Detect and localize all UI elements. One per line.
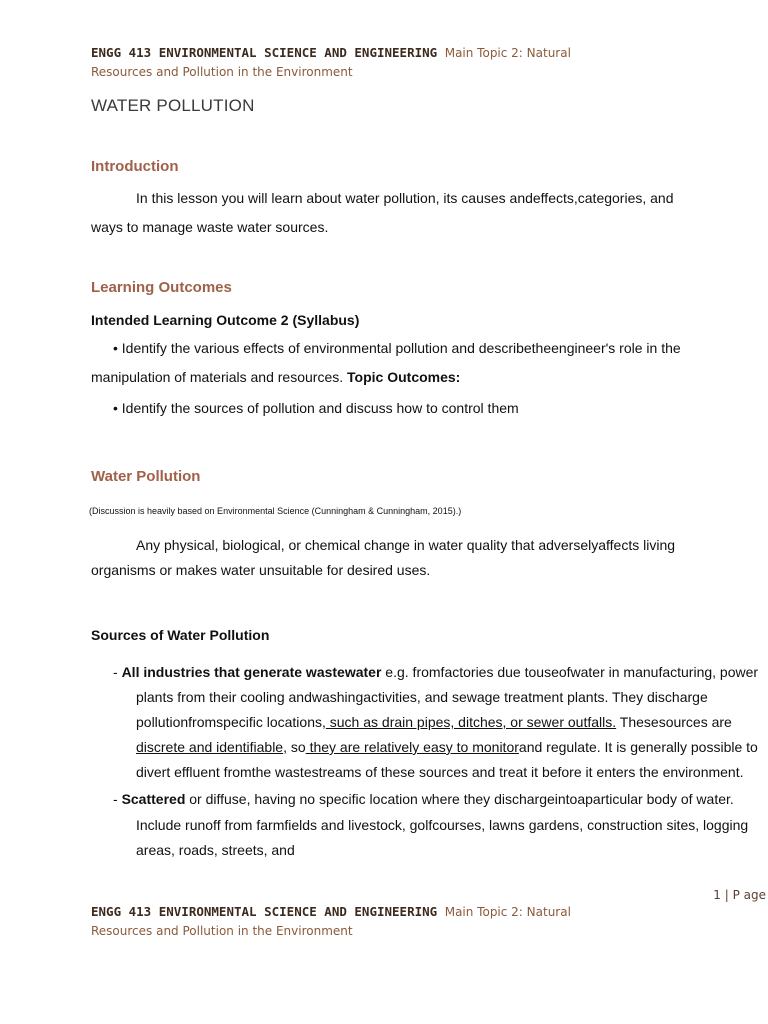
topic-outcome-bullet: • Identify the sources of pollution and discuss how to control them (113, 400, 519, 416)
source-item-point-bold: All industries that generate wastewater (121, 664, 382, 680)
learning-outcomes-heading: Learning Outcomes (91, 279, 232, 296)
ilo-bullet-1-cont: manipulation of materials and resources. Topic Outcomes: (91, 369, 461, 385)
ilo-bullet-1: • Identify the various effects of environmental pollution and describetheengineer's role in the (113, 340, 681, 356)
source-item-point: - All industries that generate wastewater e.g. fromfactories due touseofwater in manufacturing, power (113, 664, 759, 680)
header-topic: Main Topic 2: Natural (444, 46, 571, 60)
water-pollution-heading: Water Pollution (91, 468, 201, 485)
source-item-point-line5: divert effluent fromthe wastestreams of these sources and treat it before it enters the environment. (136, 764, 744, 780)
definition-line-2: organisms or makes water unsuitable for desired uses. (91, 562, 431, 578)
source-item-diffuse-line3: areas, roads, streets, and (136, 842, 295, 858)
source-item-point-line2: plants from their cooling andwashingactivities, and sewage treatment plants. They discharge (136, 689, 708, 705)
source-item-diffuse-line2: Include runoff from farmfields and livestock, golfcourses, lawns gardens, construction sites, logging (136, 817, 749, 833)
source-item-diffuse: - Scattered or diffuse, having no specific location where they dischargeintoaparticular body of water. (113, 791, 734, 807)
source-item-point-line3: pollutionfromspecific locations, such as drain pipes, ditches, or sewer outfalls. Thesesources are (136, 714, 732, 730)
source-item-diffuse-bold: Scattered (121, 791, 186, 807)
sources-heading: Sources of Water Pollution (91, 627, 270, 643)
page-number: 1 | P age (713, 888, 766, 902)
header-topic-line2: Resources and Pollution in the Environment (91, 65, 353, 79)
intro-line-1: In this lesson you will learn about water pollution, its causes andeffects,categories, and (136, 190, 674, 206)
citation: (Discussion is heavily based on Environmental Science (Cunningham & Cunningham, 2015).) (89, 506, 462, 516)
header-course: ENGG 413 ENVIRONMENTAL SCIENCE AND ENGINEERING (91, 45, 438, 60)
footer-topic-line2: Resources and Pollution in the Environment (91, 924, 353, 938)
intro-line-2: ways to manage waste water sources. (91, 219, 329, 235)
topic-outcomes-label: Topic Outcomes: (347, 369, 461, 385)
ilo-label: Intended Learning Outcome 2 (Syllabus) (91, 312, 360, 328)
source-item-point-line4: discrete and identifiable, so they are relatively easy to monitorand regulate. It is generally possible to (136, 739, 758, 755)
page-header (91, 43, 571, 63)
footer-topic: Main Topic 2: Natural (444, 905, 571, 919)
page-footer (91, 902, 571, 922)
page-title: WATER POLLUTION (91, 96, 255, 115)
footer-course: ENGG 413 ENVIRONMENTAL SCIENCE AND ENGINEERING (91, 904, 438, 919)
definition-line-1: Any physical, biological, or chemical change in water quality that adverselyaffects living (136, 537, 676, 553)
introduction-heading: Introduction (91, 158, 179, 175)
